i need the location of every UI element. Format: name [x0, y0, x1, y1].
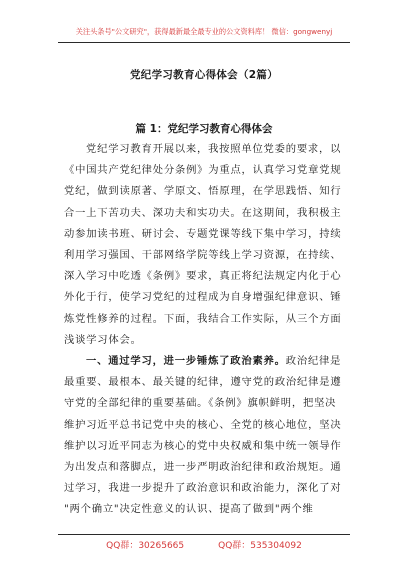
paragraph-line: 过学习，我进一步提升了政治意识和政治能力，深化了对	[64, 482, 342, 495]
paragraph-heading: 一、通过学习，进一步锤炼了政治素养。	[86, 355, 286, 367]
paragraph-line: 合一上下苦功夫、深功夫和实功夫。在这期间，我积极主	[64, 206, 342, 219]
paragraph-line: 外化于行，使学习党纪的过程成为自身增强纪律意识、锤	[64, 291, 342, 304]
paragraph-line: 最重要、最根本、最关键的纪律，遵守党的政治纪律是遵	[64, 376, 342, 389]
footer-qq-group-1: QQ群：30265665	[106, 541, 185, 551]
section-title: 篇 1：党纪学习教育心得体会	[135, 123, 273, 135]
paragraph-line-tail: 政治纪律是	[285, 355, 342, 367]
paragraph-line: 为出发点和落脚点，进一步严明政治纪律和政治规矩。通	[64, 460, 342, 473]
footer-divider	[58, 534, 350, 535]
paragraph-line: 炼党性修养的过程。下面，我结合工作实际，从三个方面	[64, 312, 342, 325]
footer	[0, 538, 408, 551]
document-title: 党纪学习教育心得体会（2篇）	[129, 69, 278, 81]
paragraph-1	[64, 139, 348, 351]
paragraph-line: 维护以习近平同志为核心的党中央权威和集中统一领导作	[64, 439, 342, 452]
paragraph-line: 维护习近平总书记党中央的核心、全党的核心地位，坚决	[64, 418, 342, 431]
paragraph-line: 深入学习中吃透《条例》要求，真正将纪法规定内化于心	[64, 270, 342, 283]
paragraph-line: 党纪学习教育开展以来，我按照单位党委的要求，以	[86, 143, 342, 155]
header-divider	[58, 42, 350, 43]
paragraph-line: 动参加读书班、研讨会、专题党课等线下集中学习，持续	[64, 227, 342, 240]
paragraph-2	[64, 351, 348, 521]
paragraph-line: 浅谈学习体会。	[64, 333, 142, 346]
paragraph-line: "两个确立"决定性意义的认识、提高了做到"两个维	[64, 503, 314, 516]
paragraph-line: 《中国共产党纪律处分条例》为重点，认真学习党章党规	[64, 164, 342, 177]
paragraph-line: 守党的全部纪律的重要基础。《条例》旗帜鲜明，把坚决	[64, 397, 337, 410]
footer-qq-group-2: QQ群：535304092	[218, 541, 302, 551]
paragraph-line	[64, 351, 348, 372]
paragraph-line: 利用学习强国、干部网络学院等线上学习资源，在持续、	[64, 248, 342, 261]
header-banner: 关注头条号"公文研究"，获得最新最全最专业的公文资料库！ 微信：gongwenyj	[75, 27, 333, 36]
paragraph-line: 党纪，做到读原著、学原文、悟原理，在学思践悟、知行	[64, 185, 342, 198]
